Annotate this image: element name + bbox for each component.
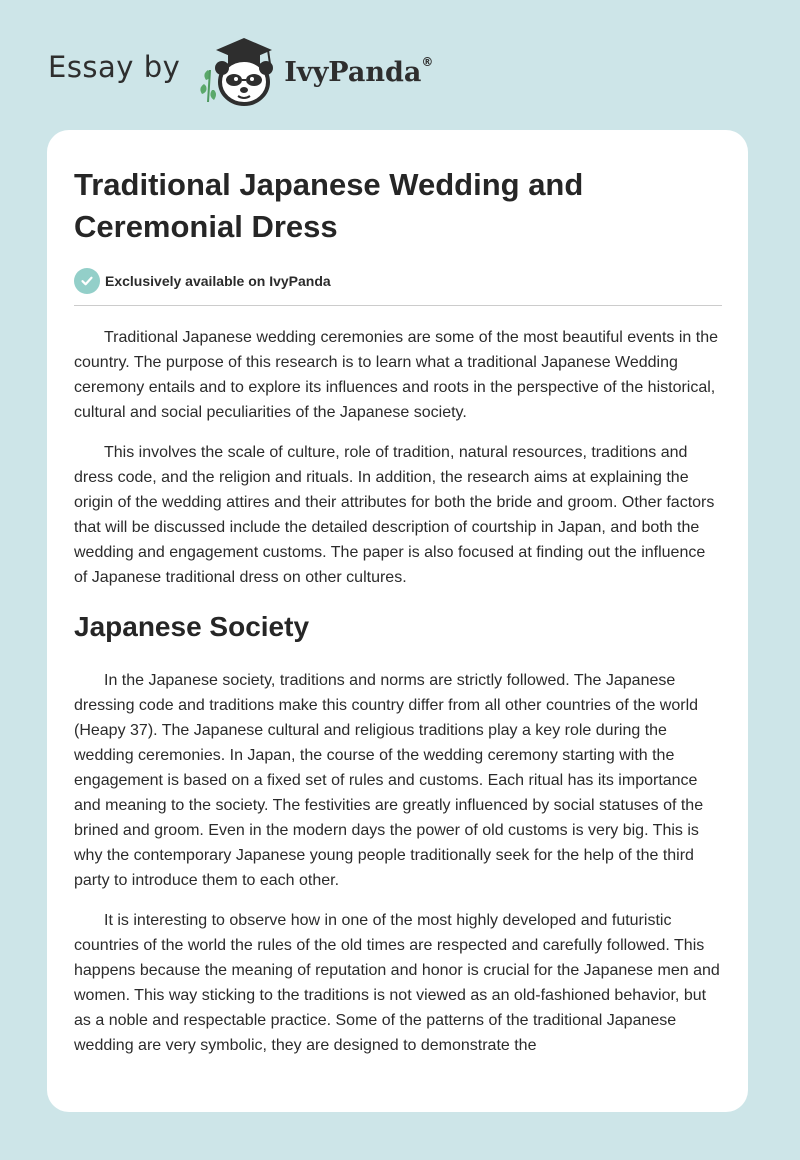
paragraph: Traditional Japanese wedding ceremonies are some of the most beautiful events in the country. The purpose of this research is to learn what a traditional Japanese Wedding ceremony entails and to explore its influences and roots in the perspective of the historical, cultural and social peculiarities of the Japanese society. [74,329,718,421]
trademark-symbol: ® [421,54,434,69]
exclusive-badge-label: Exclusively available on IvyPanda [105,273,331,289]
site-header [48,30,433,110]
brand-name[interactable]: IvyPanda® [284,54,434,88]
paragraph: It is interesting to observe how in one of the most highly developed and futuristic countries of the world the rules of the old times are respected and carefully followed. This happens because the meaning of reputation and honor is crucial for the Japanese men and women. This way sticking to the traditions is not viewed as an old-fashioned behavior, but as a noble and respectable practice. Some of the patterns of the traditional Japanese wedding are very symbolic, they are designed to demonstrate the [74,912,720,1054]
essay-by-label: Essay by [48,50,181,84]
essay-title: Traditional Japanese Wedding and Ceremonial Dress [74,167,584,244]
paragraph: In the Japanese society, traditions and norms are strictly followed. The Japanese dressing code and traditions make this country differ from all other countries of the world (Heapy 37). The Japanese cultural and religious traditions play a key role during the wedding ceremonies. In Japan, the course of the wedding ceremony starting with the engagement is based on a fixed set of rules and customs. Each ritual has its importance and meaning to the society. The festivities are greatly influenced by social statuses of the brined and groom. Even in the modern days the power of old customs is very big. This is why the contemporary Japanese young people traditionally seek for the help of the third party to introduce them to each other. [74,672,704,889]
essay-card [47,130,748,1112]
section-heading: Japanese Society [74,611,310,642]
check-icon [74,268,100,294]
exclusive-badge [74,268,722,294]
divider [74,305,722,306]
ivypanda-logo-icon[interactable] [194,30,280,110]
paragraph: This involves the scale of culture, role of tradition, natural resources, traditions and dress code, and the religion and rituals. In addition, the research aims at explaining the origin of the wedding attires and their attributes for both the bride and groom. Other factors that will be discussed include the detailed description of courtship in Japan, and both the wedding and engagement customs. The paper is also focused at finding out the influence of Japanese traditional dress on other cultures. [74,444,715,586]
essay-content [74,164,722,1058]
